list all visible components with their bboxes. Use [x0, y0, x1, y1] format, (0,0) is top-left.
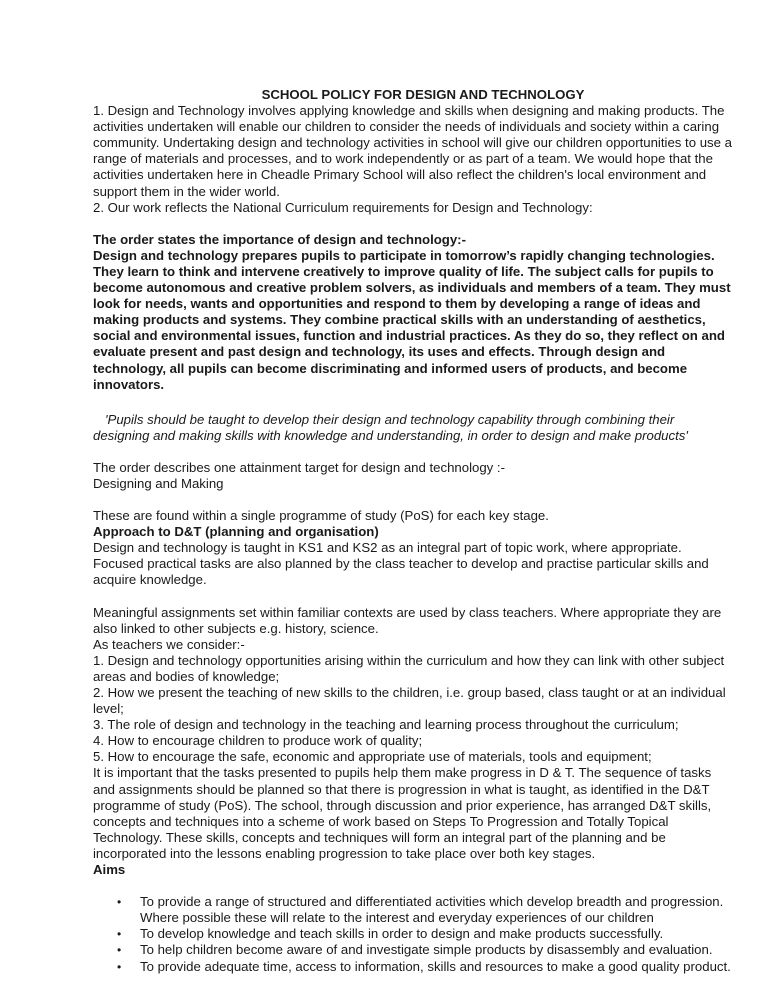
spacer	[93, 492, 733, 508]
aims-item-text: To provide adequate time, access to information, skills and resources to make a good quality product.	[140, 958, 731, 974]
progression-paragraph: It is important that the tasks presented to pupils help them make progress in D & T. The sequence of tasks and assignments should be planned so that there is progression in what is taught, as identified in the D&T programme of study (PoS). The school, through discussion and prior experience, has arranged D&T skills, concepts and techniques into a scheme of work based on Steps To Progression and Totally Topical Technology. These skills, concepts and techniques will form an integral part of the planning and be incorporated into the lessons enabling progression to take place over both key stages.	[93, 765, 712, 861]
attainment-target-line: The order describes one attainment target for design and technology :-	[93, 459, 505, 475]
consideration-item: 1. Design and technology opportunities arising within the curriculum and how they can link with other subject areas and bodies of knowledge;	[93, 652, 725, 684]
consideration-item: 5. How to encourage the safe, economic and appropriate use of materials, tools and equipment;	[93, 749, 652, 765]
curriculum-quote: 'Pupils should be taught to develop their design and technology capability through combining their designing and making skills with knowledge and understanding, in order to design and make products'	[93, 411, 688, 443]
bullet-icon: •	[117, 895, 122, 910]
aims-list	[93, 894, 733, 974]
spacer	[93, 589, 733, 605]
aims-list-item	[93, 926, 735, 942]
approach-heading: Approach to D&T (planning and organisation)	[93, 524, 379, 540]
importance-heading: The order states the importance of design and technology:-	[93, 231, 466, 247]
aims-item-text: To develop knowledge and teach skills in order to design and make products successfully.	[140, 926, 664, 942]
consideration-item: 3. The role of design and technology in the teaching and learning process throughout the curriculum;	[93, 717, 679, 733]
aims-item-text: To help children become aware of and investigate simple products by disassembly and evaluation.	[140, 942, 713, 958]
aims-list-item	[93, 894, 735, 926]
aims-list-item	[93, 942, 735, 958]
consider-intro: As teachers we consider:-	[93, 636, 245, 652]
aims-list-item	[93, 959, 735, 975]
consideration-item: 4. How to encourage children to produce work of quality;	[93, 733, 423, 749]
approach-paragraph-2: Meaningful assignments set within familiar contexts are used by class teachers. Where appropriate they are also linked to other subjects e.g. history, science.	[93, 604, 722, 636]
consideration-item: 2. How we present the teaching of new skills to the children, i.e. group based, class taught or at an individual level;	[93, 685, 726, 717]
bullet-icon: •	[117, 959, 122, 974]
attainment-target-name: Designing and Making	[93, 475, 224, 491]
document-page	[93, 87, 733, 975]
pos-note: These are found within a single programme of study (PoS) for each key stage.	[93, 508, 549, 524]
aims-item-text: To provide a range of structured and differentiated activities which develop breadth and progression. Where possible these will relate to the interest and everyday experiences of our children	[140, 894, 724, 926]
spacer	[93, 393, 733, 409]
intro-paragraph-2: 2. Our work reflects the National Curriculum requirements for Design and Technology:	[93, 199, 593, 215]
intro-paragraph-1: 1. Design and Technology involves applying knowledge and skills when designing and making products. The activities undertaken will enable our children to consider the needs of individuals and society within a caring community. Undertaking design and technology activities in school will give our children opportunities to use a range of materials and processes, and to work independently or as part of a team. We would hope that the activities undertaken here in Cheadle Primary School will also reflect the children's local environment and support them in the wider world.	[93, 103, 732, 199]
bullet-icon: •	[117, 927, 122, 942]
bullet-icon: •	[117, 943, 122, 958]
document-title: SCHOOL POLICY FOR DESIGN AND TECHNOLOGY	[261, 87, 585, 102]
importance-body: Design and technology prepares pupils to participate in tomorrow’s rapidly changing technologies. They learn to think and intervene creatively to improve quality of life. The subject calls for pupils to become autonomous and creative problem solvers, as individuals and members of a team. They must look for needs, wants and opportunities and respond to them by developing a range of ideas and making products and systems. They combine practical skills with an understanding of aesthetics, social and environmental issues, function and industrial practices. As they do so, they reflect on and evaluate present and past design and technology, its uses and effects. Through design and technology, all pupils can become discriminating and informed users of products, and become innovators.	[93, 247, 731, 392]
aims-heading: Aims	[93, 862, 126, 878]
spacer	[93, 444, 733, 460]
spacer	[93, 216, 733, 232]
approach-paragraph-1: Design and technology is taught in KS1 and KS2 as an integral part of topic work, where appropriate. Focused practical tasks are also planned by the class teacher to develop and practise particular skills and acquire knowledge.	[93, 540, 709, 588]
